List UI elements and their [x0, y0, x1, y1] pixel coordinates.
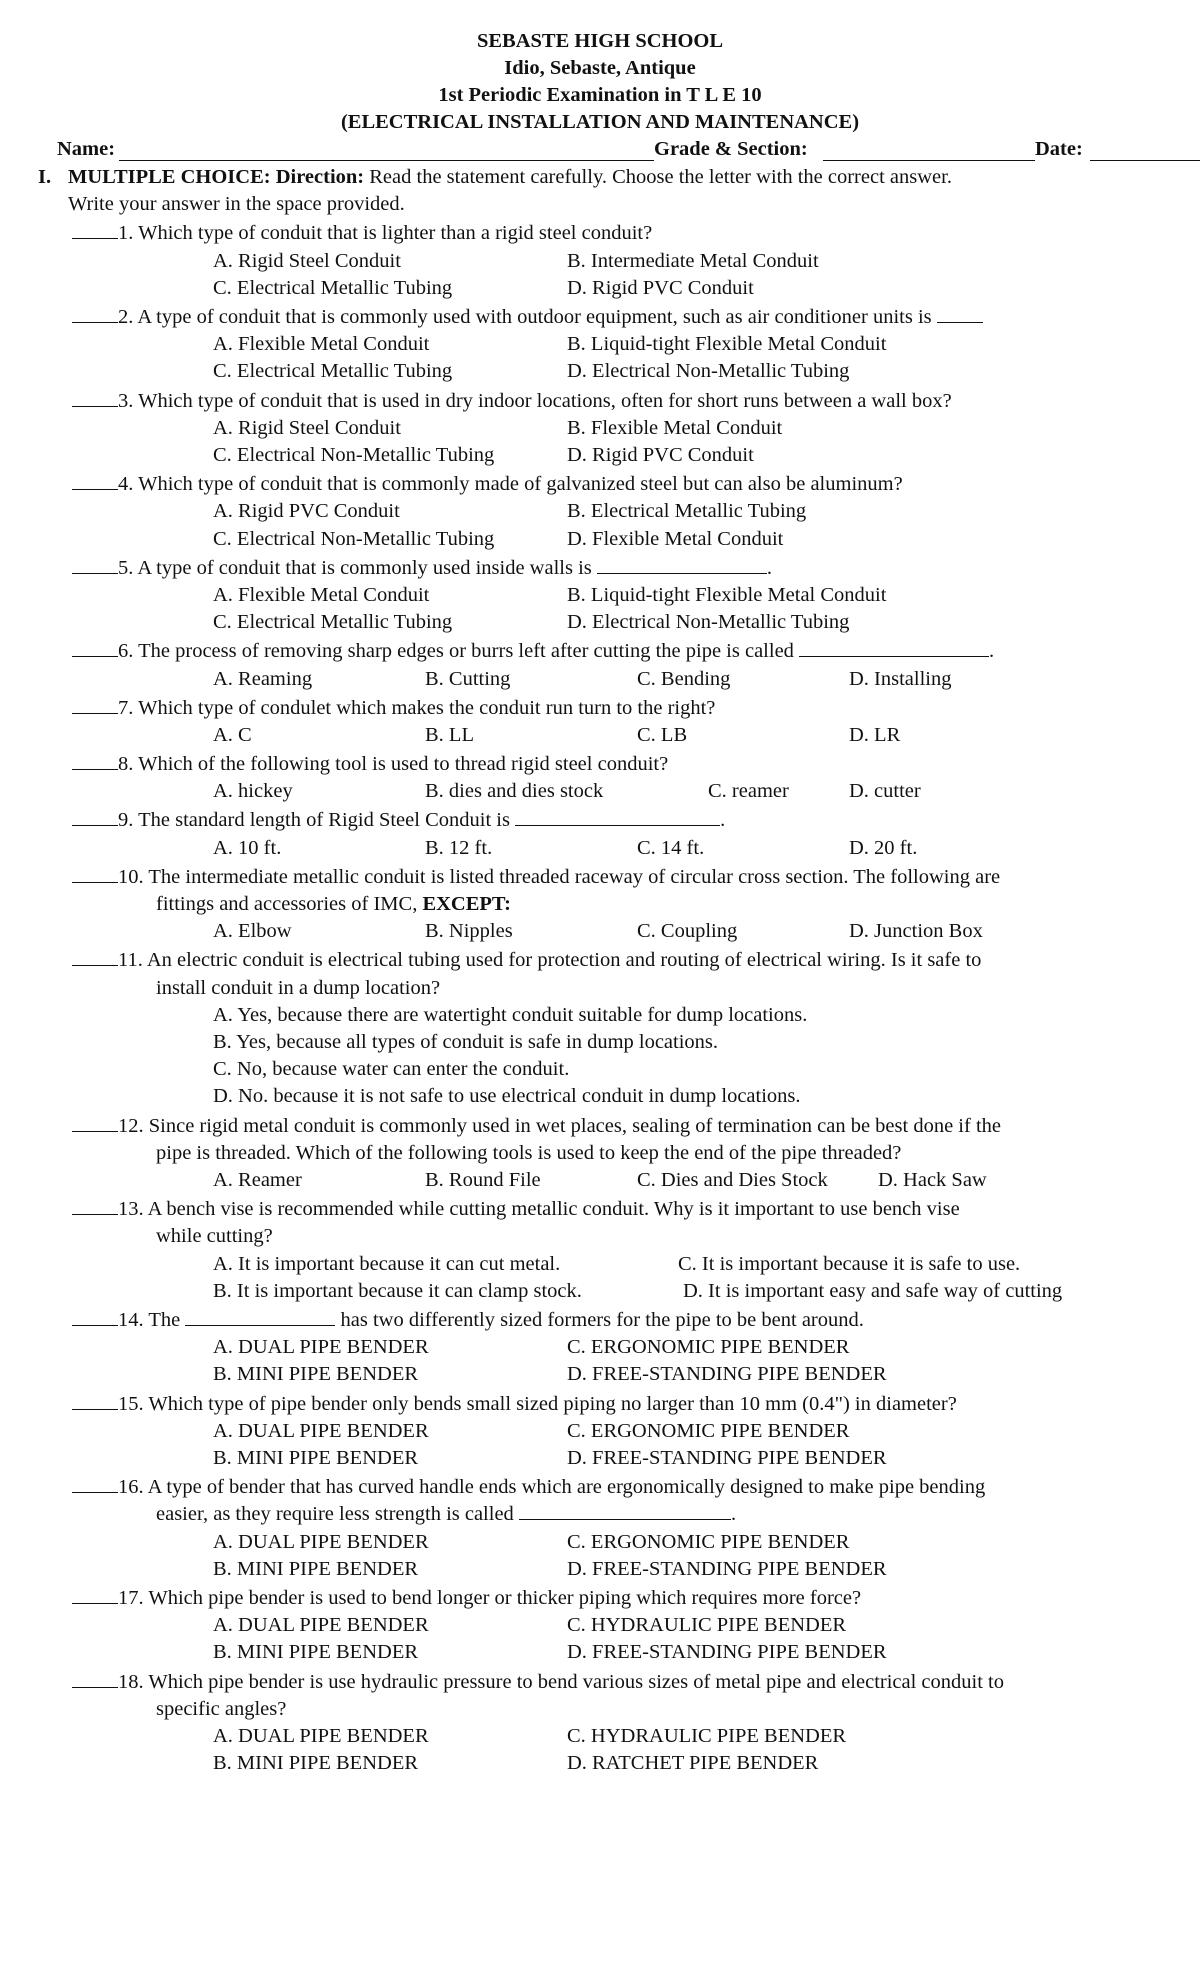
- answer-blank[interactable]: [72, 1305, 118, 1326]
- option-a: A. Flexible Metal Conduit: [213, 333, 430, 356]
- question-text: Which type of conduit that is commonly made of galvanized steel but can also be aluminum?: [138, 473, 903, 496]
- school-address: Idio, Sebaste, Antique: [504, 57, 696, 79]
- question-18: [38, 1667, 1168, 1778]
- question-9: 9. The standard length of Rigid Steel Conduit is . A. 10 ft. B. 12 ft. C. 14 ft. D. 20 ft.: [38, 805, 1168, 861]
- question-text-2: install conduit in a dump location?: [156, 976, 441, 999]
- question-number: 8.: [118, 753, 134, 776]
- answer-blank[interactable]: [72, 636, 118, 657]
- option-c: C. It is important because it is safe to use.: [678, 1252, 1021, 1275]
- option-a: A. DUAL PIPE BENDER: [213, 1530, 429, 1553]
- question-text: A type of bender that has curved handle ends which are ergonomically designed to make pipe bending: [147, 1476, 986, 1499]
- question-emphasis: EXCEPT:: [422, 893, 511, 916]
- question-text: The standard length of Rigid Steel Conduit is: [138, 809, 510, 832]
- option-a: A. C: [213, 723, 252, 746]
- option-c: C. Electrical Metallic Tubing: [213, 611, 453, 634]
- question-text: An electric conduit is electrical tubing used for protection and routing of electrical wiring. Is it safe to: [146, 949, 982, 972]
- section-title: MULTIPLE CHOICE: Direction:: [68, 166, 365, 188]
- option-a: A. Flexible Metal Conduit: [213, 583, 430, 606]
- option-c: C. reamer: [708, 780, 789, 803]
- answer-blank[interactable]: [72, 1111, 118, 1132]
- option-d: D. FREE-STANDING PIPE BENDER: [567, 1557, 887, 1580]
- answer-blank[interactable]: [72, 218, 118, 239]
- answer-blank[interactable]: [72, 1389, 118, 1410]
- option-a: A. hickey: [213, 780, 293, 803]
- question-text: A bench vise is recommended while cutting metallic conduit. Why is it important to use bench vise: [147, 1198, 960, 1221]
- option-b: B. MINI PIPE BENDER: [213, 1447, 419, 1470]
- option-c: C. Coupling: [637, 920, 738, 943]
- option-d: D. Rigid PVC Conduit: [567, 276, 754, 299]
- question-text-2: has two differently sized formers for the pipe to be bent around.: [340, 1309, 864, 1332]
- option-b: B. LL: [425, 723, 474, 746]
- option-a: A. Reamer: [213, 1169, 302, 1192]
- exam-content: [38, 164, 1168, 1777]
- option-a: A. It is important because it can cut metal.: [213, 1252, 561, 1275]
- question-12: [38, 1111, 1168, 1195]
- question-11: [38, 945, 1168, 1110]
- answer-blank[interactable]: [72, 1583, 118, 1604]
- section-heading: [38, 164, 1168, 218]
- question-16: 16. A type of bender that has curved handle ends which are ergonomically designed to make pipe bending easier, as they require less strength is called . A. DUAL PIPE BENDER C. ERGONOMIC PIPE BENDER B. MINI PIPE BENDER D. FREE-STANDING PIPE BENDER: [38, 1472, 1168, 1583]
- exam-title: 1st Periodic Examination in T L E 10: [438, 84, 762, 106]
- option-a: A. Elbow: [213, 920, 292, 943]
- question-number: 9.: [118, 809, 134, 832]
- fill-blank[interactable]: [515, 807, 720, 826]
- option-b: B. Flexible Metal Conduit: [567, 416, 783, 439]
- option-d: D. FREE-STANDING PIPE BENDER: [567, 1641, 887, 1664]
- option-c: C. ERGONOMIC PIPE BENDER: [567, 1530, 850, 1553]
- option-d: D. Rigid PVC Conduit: [567, 443, 754, 466]
- answer-blank[interactable]: [72, 302, 118, 323]
- question-1: [38, 218, 1168, 302]
- option-d: D. cutter: [849, 780, 921, 803]
- fill-blank[interactable]: [185, 1307, 335, 1326]
- option-d: D. FREE-STANDING PIPE BENDER: [567, 1363, 887, 1386]
- option-d: D. Electrical Non-Metallic Tubing: [567, 611, 850, 634]
- option-b: B. MINI PIPE BENDER: [213, 1557, 419, 1580]
- question-text-2: pipe is threaded. Which of the following tools is used to keep the end of the pipe threaded?: [156, 1141, 902, 1164]
- question-7: [38, 693, 1168, 749]
- option-c: C. HYDRAULIC PIPE BENDER: [567, 1724, 847, 1747]
- question-number: 6.: [118, 640, 134, 663]
- option-d: D. No. because it is not safe to use electrical conduit in dump locations.: [213, 1085, 801, 1108]
- option-b: B. Liquid-tight Flexible Metal Conduit: [567, 583, 887, 606]
- option-b: B. Intermediate Metal Conduit: [567, 249, 819, 272]
- option-d: D. FREE-STANDING PIPE BENDER: [567, 1447, 887, 1470]
- option-b: B. Liquid-tight Flexible Metal Conduit: [567, 333, 887, 356]
- name-field[interactable]: [119, 160, 654, 161]
- grade-section-label: Grade & Section:: [654, 138, 808, 160]
- question-number: 17.: [118, 1586, 144, 1609]
- option-c: C. 14 ft.: [637, 836, 705, 859]
- option-c: C. Electrical Non-Metallic Tubing: [213, 443, 495, 466]
- question-number: 2.: [118, 305, 134, 328]
- answer-blank[interactable]: [72, 1472, 118, 1493]
- exam-header: [0, 28, 1200, 136]
- question-number: 12.: [118, 1114, 144, 1137]
- section-direction: Read the statement carefully. Choose the letter with the correct answer.: [369, 166, 952, 188]
- option-b: B. Electrical Metallic Tubing: [567, 500, 807, 523]
- answer-blank[interactable]: [72, 1194, 118, 1215]
- date-field[interactable]: [1090, 160, 1200, 161]
- question-14: [38, 1305, 1168, 1389]
- answer-blank[interactable]: [72, 693, 118, 714]
- question-13: [38, 1194, 1168, 1305]
- option-d: D. Electrical Non-Metallic Tubing: [567, 360, 850, 383]
- option-d: D. Hack Saw: [878, 1169, 987, 1192]
- answer-blank[interactable]: [72, 386, 118, 407]
- answer-blank[interactable]: [72, 469, 118, 490]
- question-text: Which type of conduit that is lighter than a rigid steel conduit?: [138, 222, 653, 245]
- option-b: B. MINI PIPE BENDER: [213, 1752, 419, 1775]
- option-d: D. RATCHET PIPE BENDER: [567, 1752, 819, 1775]
- option-d: D. Flexible Metal Conduit: [567, 527, 784, 550]
- question-15: [38, 1389, 1168, 1473]
- student-info-line: [57, 136, 1160, 164]
- fill-blank[interactable]: [937, 304, 983, 323]
- question-text: Which pipe bender is use hydraulic pressure to bend various sizes of metal pipe and electrical conduit to: [148, 1670, 1004, 1693]
- fill-blank[interactable]: [519, 1501, 731, 1520]
- option-b: B. Cutting: [425, 667, 511, 690]
- question-3: [38, 386, 1168, 470]
- question-text: The process of removing sharp edges or burrs left after cutting the pipe is called: [138, 640, 794, 663]
- option-c: C. Dies and Dies Stock: [637, 1169, 828, 1192]
- option-a: A. DUAL PIPE BENDER: [213, 1419, 429, 1442]
- option-a: A. Rigid Steel Conduit: [213, 249, 401, 272]
- option-b: B. 12 ft.: [425, 836, 493, 859]
- question-6: 6. The process of removing sharp edges or burrs left after cutting the pipe is called . A. Reaming B. Cutting C. Bending D. Installing: [38, 636, 1168, 692]
- question-10: [38, 862, 1168, 946]
- option-a: A. Rigid PVC Conduit: [213, 500, 400, 523]
- question-text: Which type of conduit that is used in dry indoor locations, often for short runs between a wall box?: [138, 389, 952, 412]
- question-number: 4.: [118, 473, 134, 496]
- answer-blank[interactable]: [72, 805, 118, 826]
- question-text-2: while cutting?: [156, 1225, 273, 1248]
- question-text: Since rigid metal conduit is commonly used in wet places, sealing of termination can be best done if the: [143, 1114, 1001, 1137]
- option-c: C. ERGONOMIC PIPE BENDER: [567, 1336, 850, 1359]
- option-d: D. 20 ft.: [849, 836, 918, 859]
- option-c: C. No, because water can enter the conduit.: [213, 1058, 570, 1081]
- question-text: The: [148, 1309, 181, 1332]
- option-b: B. Yes, because all types of conduit is safe in dump locations.: [213, 1031, 719, 1054]
- answer-blank[interactable]: [72, 862, 118, 883]
- option-c: C. Electrical Metallic Tubing: [213, 276, 453, 299]
- fill-blank[interactable]: [799, 638, 989, 657]
- question-number: 5.: [118, 556, 134, 579]
- option-c: C. Bending: [637, 667, 731, 690]
- fill-blank[interactable]: [597, 555, 767, 574]
- option-a: A. Rigid Steel Conduit: [213, 416, 401, 439]
- option-b: B. MINI PIPE BENDER: [213, 1641, 419, 1664]
- question-text: A type of conduit that is commonly used inside walls is: [137, 556, 592, 579]
- question-number: 7.: [118, 696, 134, 719]
- option-d: D. It is important easy and safe way of cutting: [683, 1279, 1063, 1302]
- grade-section-field[interactable]: [823, 160, 1035, 161]
- question-8: [38, 749, 1168, 805]
- question-text-2: easier, as they require less strength is called: [156, 1503, 514, 1526]
- section-direction-2: Write your answer in the space provided.: [68, 193, 405, 216]
- question-text: Which of the following tool is used to thread rigid steel conduit?: [138, 753, 669, 776]
- question-4: [38, 469, 1168, 553]
- question-number: 16.: [118, 1476, 144, 1499]
- option-b: B. It is important because it can clamp stock.: [213, 1279, 582, 1302]
- option-c: C. Electrical Metallic Tubing: [213, 360, 453, 383]
- question-text: The intermediate metallic conduit is listed threaded raceway of circular cross section. The following are: [148, 865, 1001, 888]
- school-name: SEBASTE HIGH SCHOOL: [476, 30, 724, 52]
- option-a: A. 10 ft.: [213, 836, 282, 859]
- option-a: A. DUAL PIPE BENDER: [213, 1724, 429, 1747]
- question-number: 18.: [118, 1670, 144, 1693]
- answer-blank[interactable]: [72, 945, 118, 966]
- question-number: 10.: [118, 865, 144, 888]
- question-17: [38, 1583, 1168, 1667]
- option-d: D. LR: [849, 723, 901, 746]
- question-number: 11.: [118, 949, 143, 972]
- option-c: C. Electrical Non-Metallic Tubing: [213, 527, 495, 550]
- question-number: 14.: [118, 1309, 144, 1332]
- question-text: Which type of condulet which makes the conduit run turn to the right?: [138, 696, 716, 719]
- question-2: [38, 302, 1168, 386]
- option-b: B. Nipples: [425, 920, 513, 943]
- answer-blank[interactable]: [72, 1667, 118, 1688]
- question-text-2: fittings and accessories of IMC,: [156, 893, 418, 916]
- date-label: Date:: [1035, 138, 1083, 160]
- answer-blank[interactable]: [72, 749, 118, 770]
- question-text: A type of conduit that is commonly used with outdoor equipment, such as air conditioner units is: [137, 305, 932, 328]
- option-d: D. Junction Box: [849, 920, 983, 943]
- option-d: D. Installing: [849, 667, 952, 690]
- question-5: 5. A type of conduit that is commonly used inside walls is . A. Flexible Metal Conduit B. Liquid-tight Flexible Metal Conduit C. Electrical Metallic Tubing D. Electrical Non-Metallic Tubing: [38, 553, 1168, 637]
- option-c: C. ERGONOMIC PIPE BENDER: [567, 1419, 850, 1442]
- option-c: C. LB: [637, 723, 688, 746]
- exam-subject: (ELECTRICAL INSTALLATION AND MAINTENANCE): [340, 111, 860, 133]
- question-text: Which pipe bender is used to bend longer or thicker piping which requires more force?: [148, 1586, 862, 1609]
- option-a: A. DUAL PIPE BENDER: [213, 1336, 429, 1359]
- answer-blank[interactable]: [72, 553, 118, 574]
- section-number: I.: [38, 166, 52, 188]
- option-a: A. Yes, because there are watertight conduit suitable for dump locations.: [213, 1003, 808, 1026]
- option-a: A. DUAL PIPE BENDER: [213, 1614, 429, 1637]
- name-label: Name:: [57, 138, 116, 160]
- question-number: 15.: [118, 1392, 144, 1415]
- option-b: B. Round File: [425, 1169, 541, 1192]
- question-number: 13.: [118, 1198, 144, 1221]
- question-text: Which type of pipe bender only bends small sized piping no larger than 10 mm (0.4") in diameter?: [148, 1392, 957, 1415]
- question-number: 1.: [118, 222, 134, 245]
- option-b: B. dies and dies stock: [425, 780, 604, 803]
- question-text-2: specific angles?: [156, 1697, 287, 1720]
- option-c: C. HYDRAULIC PIPE BENDER: [567, 1614, 847, 1637]
- question-number: 3.: [118, 389, 134, 412]
- option-b: B. MINI PIPE BENDER: [213, 1363, 419, 1386]
- option-a: A. Reaming: [213, 667, 313, 690]
